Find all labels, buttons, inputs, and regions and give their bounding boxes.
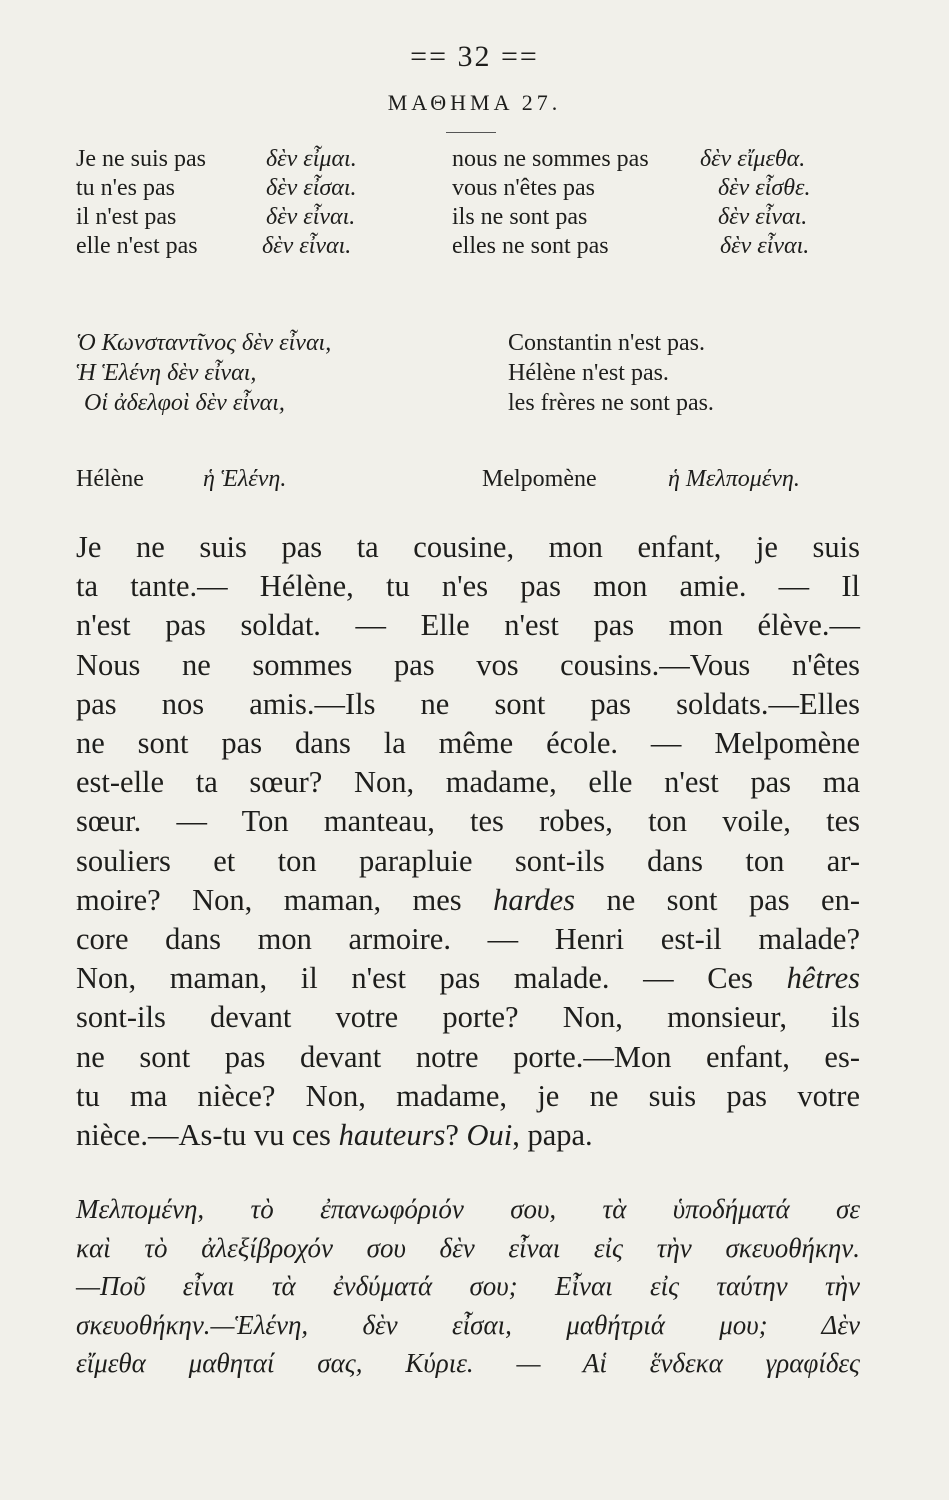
greek-line: καὶ τὸ ἀλεξίβροχόν σου δὲν εἶναι εἰς τὴν σκευοθήκην. (76, 1232, 860, 1263)
exercise-line: ta tante.— Hélène, tu n'es pas mon amie. — Il (76, 569, 860, 604)
conjugation-french: elles ne sont pas (452, 233, 609, 259)
conjugation-french: il n'est pas (76, 204, 177, 230)
conjugation-greek: δὲν εἶναι. (718, 204, 808, 230)
exercise-line: moire? Non, maman, mes hardes ne sont pas en- (76, 882, 860, 917)
conjugation-french: Je ne suis pas (76, 146, 206, 172)
conjugation-french: nous ne sommes pas (452, 146, 649, 172)
example-greek: Ὁ Κωνσταντῖνος δὲν εἶναι, (76, 330, 332, 356)
exercise-line: ne sont pas devant notre porte.—Mon enfant, es- (76, 1039, 860, 1074)
conjugation-french: vous n'êtes pas (452, 175, 595, 201)
exercise-line: Nous ne sommes pas vos cousins.—Vous n'êtes (76, 647, 860, 682)
conjugation-greek: δὲν εἴμεθα. (700, 146, 806, 172)
greek-line: —Ποῦ εἶναι τὰ ἐνδύματά σου; Εἶναι εἰς ταύτην τὴν (76, 1271, 860, 1302)
conjugation-french: tu n'es pas (76, 175, 175, 201)
exercise-line: ne sont pas dans la même école. — Melpomène (76, 726, 860, 761)
french-exercise-paragraph (76, 528, 860, 1155)
exercise-line: est-elle ta sœur? Non, madame, elle n'est pas ma (76, 765, 860, 800)
exercise-line: sœur. — Ton manteau, tes robes, ton voile, tes (76, 804, 860, 839)
vocab-french: Melpomène (482, 466, 597, 492)
exercise-line: core dans mon armoire. — Henri est-il malade? (76, 922, 860, 957)
exercise-line: Je ne suis pas ta cousine, mon enfant, je suis (76, 530, 860, 564)
exercise-line: Non, maman, il n'est pas malade. — Ces hêtres (76, 961, 860, 996)
greek-line: σκευοθήκην.—Ἑλένη, δὲν εἶσαι, μαθήτριά μου; Δὲν (76, 1309, 860, 1340)
conjugation-greek: δὲν εἶναι. (262, 233, 352, 259)
example-french: les frères ne sont pas. (508, 390, 714, 416)
greek-line: Μελπομένη, τὸ ἐπανωφόριόν σου, τὰ ὑποδήματά σε (76, 1194, 860, 1224)
conjugation-greek: δὲν εἶναι. (720, 233, 810, 259)
vocab-greek: ἡ Ἑλένη. (203, 466, 287, 492)
conjugation-french: elle n'est pas (76, 233, 198, 259)
example-greek: Ἡ Ἑλένη δὲν εἶναι, (76, 360, 257, 386)
lesson-title: ΜΑΘΗΜΑ 27. (387, 90, 562, 115)
greek-line: εἴμεθα μαθηταί σας, Κύριε. — Αἱ ἕνδεκα γραφίδες (76, 1348, 860, 1379)
exercise-line: sont-ils devant votre porte? Non, monsieur, ils (76, 1000, 860, 1035)
exercise-line: tu ma nièce? Non, madame, je ne suis pas votre (76, 1078, 860, 1113)
conjugation-greek: δὲν εἶσαι. (266, 175, 357, 201)
conjugation-greek: δὲν εἶμαι. (266, 146, 357, 172)
page-number: == 32 == (410, 40, 539, 73)
example-french: Hélène n'est pas. (508, 360, 669, 386)
vocab-greek: ἡ Μελπομένη. (668, 466, 800, 492)
conjugation-french: ils ne sont pas (452, 204, 588, 230)
exercise-line: nièce.—As-tu vu ces hauteurs? Oui, papa. (76, 1118, 593, 1153)
conjugation-greek: δὲν εἶναι. (266, 204, 356, 230)
exercise-line: pas nos amis.—Ils ne sont pas soldats.—Elles (76, 686, 860, 721)
greek-exercise-paragraph (76, 1190, 860, 1383)
vocab-french: Hélène (76, 466, 144, 492)
example-french: Constantin n'est pas. (508, 330, 705, 356)
exercise-line: souliers et ton parapluie sont-ils dans ton ar- (76, 843, 860, 878)
exercise-line: n'est pas soldat. — Elle n'est pas mon élève.— (76, 608, 860, 643)
title-divider (446, 132, 496, 133)
example-greek: Οἱ ἀδελφοὶ δὲν εἶναι, (84, 390, 285, 416)
conjugation-greek: δὲν εἶσθε. (718, 175, 811, 201)
